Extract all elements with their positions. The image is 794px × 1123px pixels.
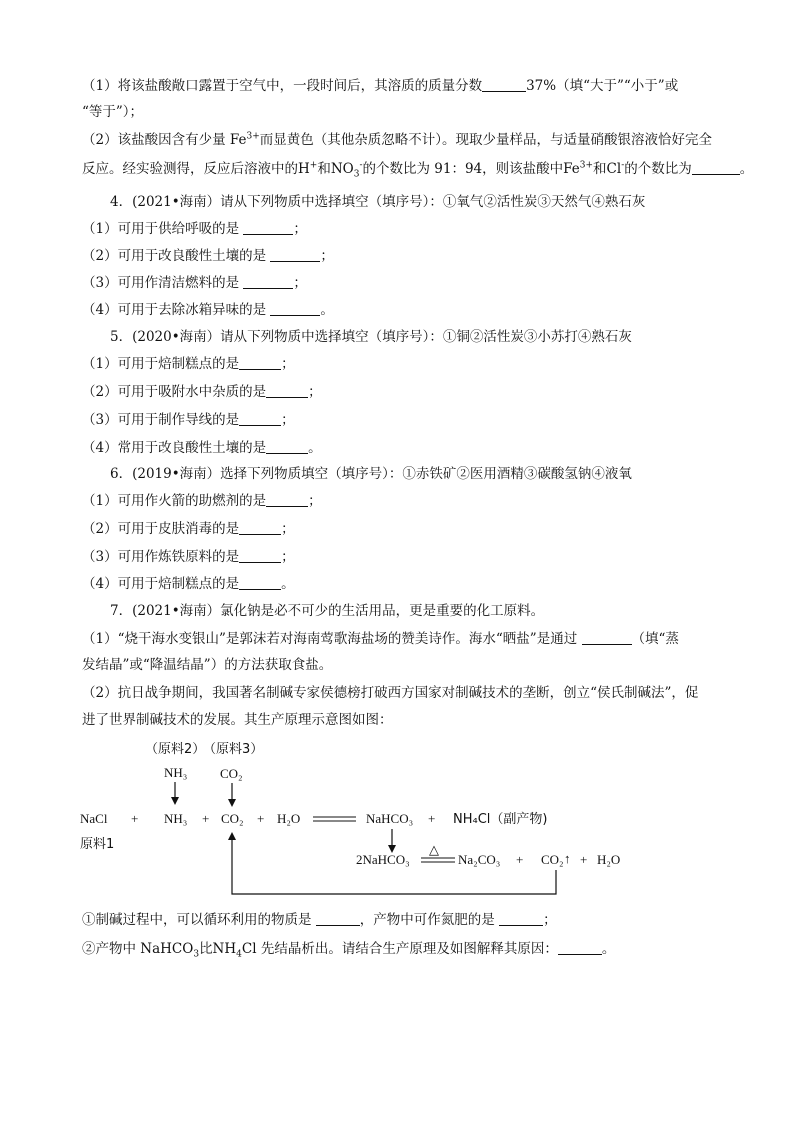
- q4-stem: 4．(2021•海南）请从下列物质中选择填空（填序号）：①氧气②活性炭③天然气④熟石灰: [110, 194, 646, 210]
- q5-item-3: （3）可用于制作导线的是 ；: [82, 412, 295, 428]
- q5-item-1: （1）可用于焙制糕点的是 ；: [82, 356, 295, 372]
- co2-product-label: CO₂: [541, 852, 564, 867]
- label-raw-material-3: （原料3）: [203, 742, 264, 757]
- q5-item-4: （4）常用于改良酸性土壤的是 。: [82, 440, 322, 456]
- q7-sub1: ①制碱过程中，可以循环利用的物质是 ，产物中可作氮肥的是 ；: [82, 912, 557, 928]
- answer-blank[interactable]: [499, 911, 543, 926]
- nacl-label: NaCl: [80, 811, 108, 826]
- h2o-product-label: H₂O: [597, 852, 621, 867]
- q7-part1-line2: 发结晶”或“降温结晶”）的方法获取食盐。: [82, 657, 333, 673]
- plus-sign: +: [257, 811, 265, 826]
- q4-item-1: （1）可用于供给呼吸的是 ；: [82, 221, 307, 237]
- q6-item-3: （3）可用作炼铁原料的是 ；: [82, 549, 295, 565]
- co2-feed-label: CO₂: [220, 766, 243, 781]
- q6-item-1: （1）可用作火箭的助燃剂的是 ；: [82, 493, 322, 509]
- nh4cl-byproduct-label: NH₄Cl（副产物): [453, 812, 548, 827]
- q3-part1-line1: （1）将该盐酸敞口露置于空气中，一段时间后，其溶质的质量分数 37%（填“大于”“小于”或: [82, 78, 679, 94]
- q7-sub2: ②产物中 NaHCO$_3$比$NH_4Cl$ 先结晶析出。请结合生产原理及如图解释其原因： 。: [82, 941, 616, 960]
- nahco3-label: NaHCO₃: [366, 811, 414, 826]
- plus-sign: +: [428, 811, 436, 826]
- q4-item-2: （2）可用于改良酸性土壤的是 ；: [82, 248, 334, 264]
- q3-part1-line2: “等于”）；: [82, 104, 144, 120]
- nahco3-decompose-label: 2NaHCO₃: [356, 852, 410, 867]
- label-raw-material-2: （原料2）: [145, 742, 206, 757]
- q7-part2-line2: 进了世界制碱技术的发展。其生产原理示意图如图：: [82, 712, 393, 728]
- na2co3-label: Na₂CO₃: [458, 852, 501, 867]
- q5-stem: 5．(2020•海南）请从下列物质中选择填空（填序号）：①铜②活性炭③小苏打④熟石灰: [110, 329, 632, 345]
- answer-blank[interactable]: [316, 911, 360, 926]
- q6-item-4: （4）可用于焙制糕点的是 。: [82, 576, 295, 592]
- raw-material-1-label: 原料1: [80, 837, 115, 852]
- q6-item-2: （2）可用于皮肤消毒的是 ；: [82, 521, 295, 537]
- q4-item-3: （3）可用作清洁燃料的是 ；: [82, 275, 307, 291]
- nh3-label: NH₃: [164, 811, 188, 826]
- plus-sign: +: [580, 852, 588, 867]
- gas-up-arrow-icon: ↑: [564, 851, 571, 866]
- q3-part2-line1: （2）该盐酸因含有少量 $Fe^{3+}$而显黄色（其他杂质忽略不计）。现取少量样品，与适量硝酸银溶液恰好完全: [82, 131, 713, 148]
- q7-part1-line1: （1）“烧干海水变银山”是郭沫若对海南莺歌海盐场的赞美诗作。海水“晒盐”是通过 （填“蒸: [82, 631, 679, 647]
- plus-sign: +: [516, 852, 524, 867]
- plus-sign: +: [202, 811, 210, 826]
- heat-symbol: △: [429, 842, 439, 857]
- q5-item-2: （2）可用于吸附水中杂质的是 ；: [82, 384, 322, 400]
- nh3-feed-label: NH₃: [164, 765, 188, 780]
- answer-blank[interactable]: [558, 940, 602, 955]
- q3-part2-line2: 反应。经实验测得，反应后溶液中的H+和$NO_3^-$的个数比为 91：94，则该盐酸中$Fe^{3+}$和Cl-的个数比为 。: [82, 160, 754, 180]
- q6-stem: 6．(2019•海南）选择下列物质填空（填序号）：①赤铁矿②医用酒精③碳酸氢钠④液氧: [110, 466, 632, 482]
- plus-sign: +: [131, 811, 139, 826]
- q7-part2-line1: （2）抗日战争期间，我国著名制碱专家侯德榜打破西方国家对制碱技术的垄断，创立“侯氏制碱法”，促: [82, 685, 699, 701]
- q7-stem: 7．(2021•海南）氯化钠是必不可少的生活用品，更是重要的化工原料。: [110, 603, 545, 619]
- q4-item-4: （4）可用于去除冰箱异味的是 。: [82, 302, 334, 318]
- co2-label: CO₂: [221, 811, 244, 826]
- h2o-label: H₂O: [277, 811, 301, 826]
